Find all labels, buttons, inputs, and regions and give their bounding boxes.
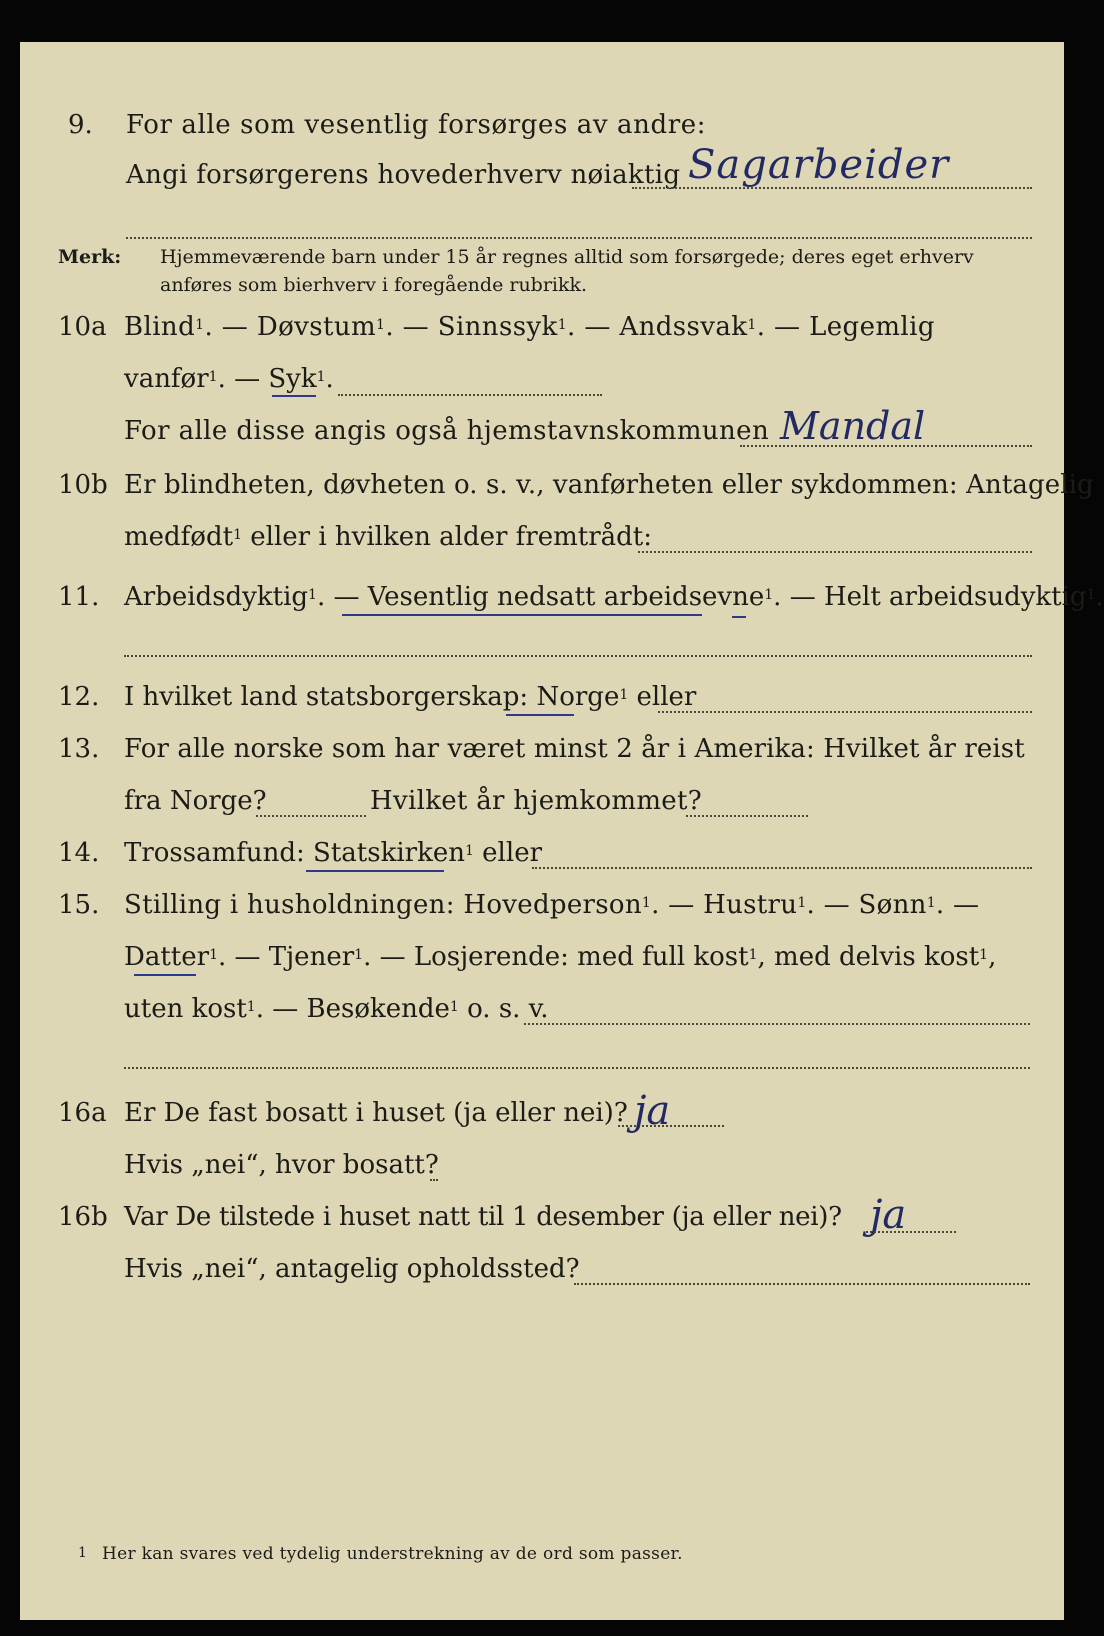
q16b-answer-line [866, 1231, 956, 1233]
q14-number: 14. [58, 838, 100, 868]
q10a-line2: vanfør$^1$. — Syk$^1$. [124, 364, 334, 394]
q15-number: 15. [58, 890, 100, 920]
helt-mark [732, 616, 746, 618]
merk-line1: Hjemmeværende barn under 15 år regnes alltid som forsørgede; deres eget erhverv [160, 246, 974, 268]
footnote-text: Her kan svares ved tydelig understrekning av de ord som passer. [102, 1544, 683, 1564]
q9-handwritten-answer: Sagarbeider [688, 142, 950, 188]
datter-option: Datter [124, 942, 210, 972]
q15-line2: Datter$^1$. — Tjener$^1$. — Losjerende: med full kost$^1$, med delvis kost$^1$, [124, 942, 997, 972]
q10b-line1: Er blindheten, døvheten o. s. v., vanførheten eller sykdommen: Antagelig [124, 470, 1094, 500]
census-form-page [20, 42, 1104, 1620]
q12-number: 12. [58, 682, 100, 712]
q11-extra-line [124, 655, 1032, 657]
footnote-mark: 1 [78, 1545, 87, 1561]
q16a-line1: Er De fast bosatt i huset (ja eller nei)? [124, 1098, 628, 1128]
q14-answer-line [532, 867, 1032, 869]
q16a-number: 16a [58, 1098, 107, 1128]
datter-underline [134, 974, 196, 976]
norge-underline [506, 714, 574, 716]
q13-line2-a: fra Norge? [124, 786, 267, 816]
q11-number: 11. [58, 582, 100, 612]
q13-line2-b: Hvilket år hjemkommet? [370, 786, 702, 816]
q16b-where-line [574, 1283, 1030, 1285]
q9-line1: For alle som vesentlig forsørges av andre: [126, 110, 707, 140]
merk-line2: anføres som bierhverv i foregående rubrikk. [160, 274, 588, 296]
vesentlig-option: Vesentlig nedsatt arbeidsevne [367, 582, 765, 612]
q10b-answer-line [638, 551, 1032, 553]
q15-answer-line [524, 1023, 1030, 1025]
q11-line: Arbeidsdyktig$^1$. — Vesentlig nedsatt arbeidsevne$^1$. — Helt arbeidsudyktig$^1$. [124, 582, 1104, 612]
q12-line: I hvilket land statsborgerskap: Norge$^1$ eller [124, 682, 697, 712]
q16b-line2: Hvis „nei“, antagelig opholdssted? [124, 1254, 580, 1284]
q16b-number: 16b [58, 1202, 108, 1232]
q16a-where-line [430, 1179, 438, 1181]
vesentlig-underline [342, 614, 702, 616]
statskirken-option: Statskirken [313, 838, 465, 868]
q16b-handwritten-answer: ja [870, 1192, 907, 1238]
q13-line1: For alle norske som har været minst 2 år i Amerika: Hvilket år reist [124, 734, 1025, 764]
q9-number: 9. [68, 110, 93, 140]
merk-label: Merk: [58, 246, 122, 268]
q14-line: Trossamfund: Statskirken$^1$ eller [124, 838, 543, 868]
q10a-line2-dots [338, 394, 602, 396]
q13-reist-line [256, 815, 366, 817]
q12-answer-line [658, 711, 1032, 713]
q10a-handwritten-answer: Mandal [780, 404, 926, 448]
syk-underline [272, 395, 316, 397]
q15-line1: Stilling i husholdningen: Hovedperson$^1$. — Hustru$^1$. — Sønn$^1$. — [124, 890, 980, 920]
q16b-line1: Var De tilstede i huset natt til 1 desember (ja eller nei)? [124, 1202, 842, 1232]
q16a-line2: Hvis „nei“, hvor bosatt? [124, 1150, 439, 1180]
q13-hjem-line [686, 815, 808, 817]
q15-line3: uten kost$^1$. — Besøkende$^1$ o. s. v. [124, 994, 549, 1024]
q10a-number: 10a [58, 312, 107, 342]
q15-extra-line [124, 1067, 1030, 1069]
statskirken-underline [306, 870, 444, 872]
q9-extra-line [126, 237, 1032, 239]
q10b-line2: medfødt$^1$ eller i hvilken alder fremtrådt: [124, 522, 653, 552]
q9-line2: Angi forsørgerens hovederhverv nøiaktig [126, 160, 681, 190]
q16a-handwritten-answer: ja [634, 1088, 671, 1134]
q10a-line1: Blind$^1$. — Døvstum$^1$. — Sinnssyk$^1$. — Andssvak$^1$. — Legemlig [124, 312, 935, 342]
q10b-number: 10b [58, 470, 108, 500]
q10a-line3: For alle disse angis også hjemstavnskommunen [124, 416, 770, 446]
norge-option: Norge [536, 682, 620, 712]
syk-option: Syk [268, 364, 317, 394]
q13-number: 13. [58, 734, 100, 764]
